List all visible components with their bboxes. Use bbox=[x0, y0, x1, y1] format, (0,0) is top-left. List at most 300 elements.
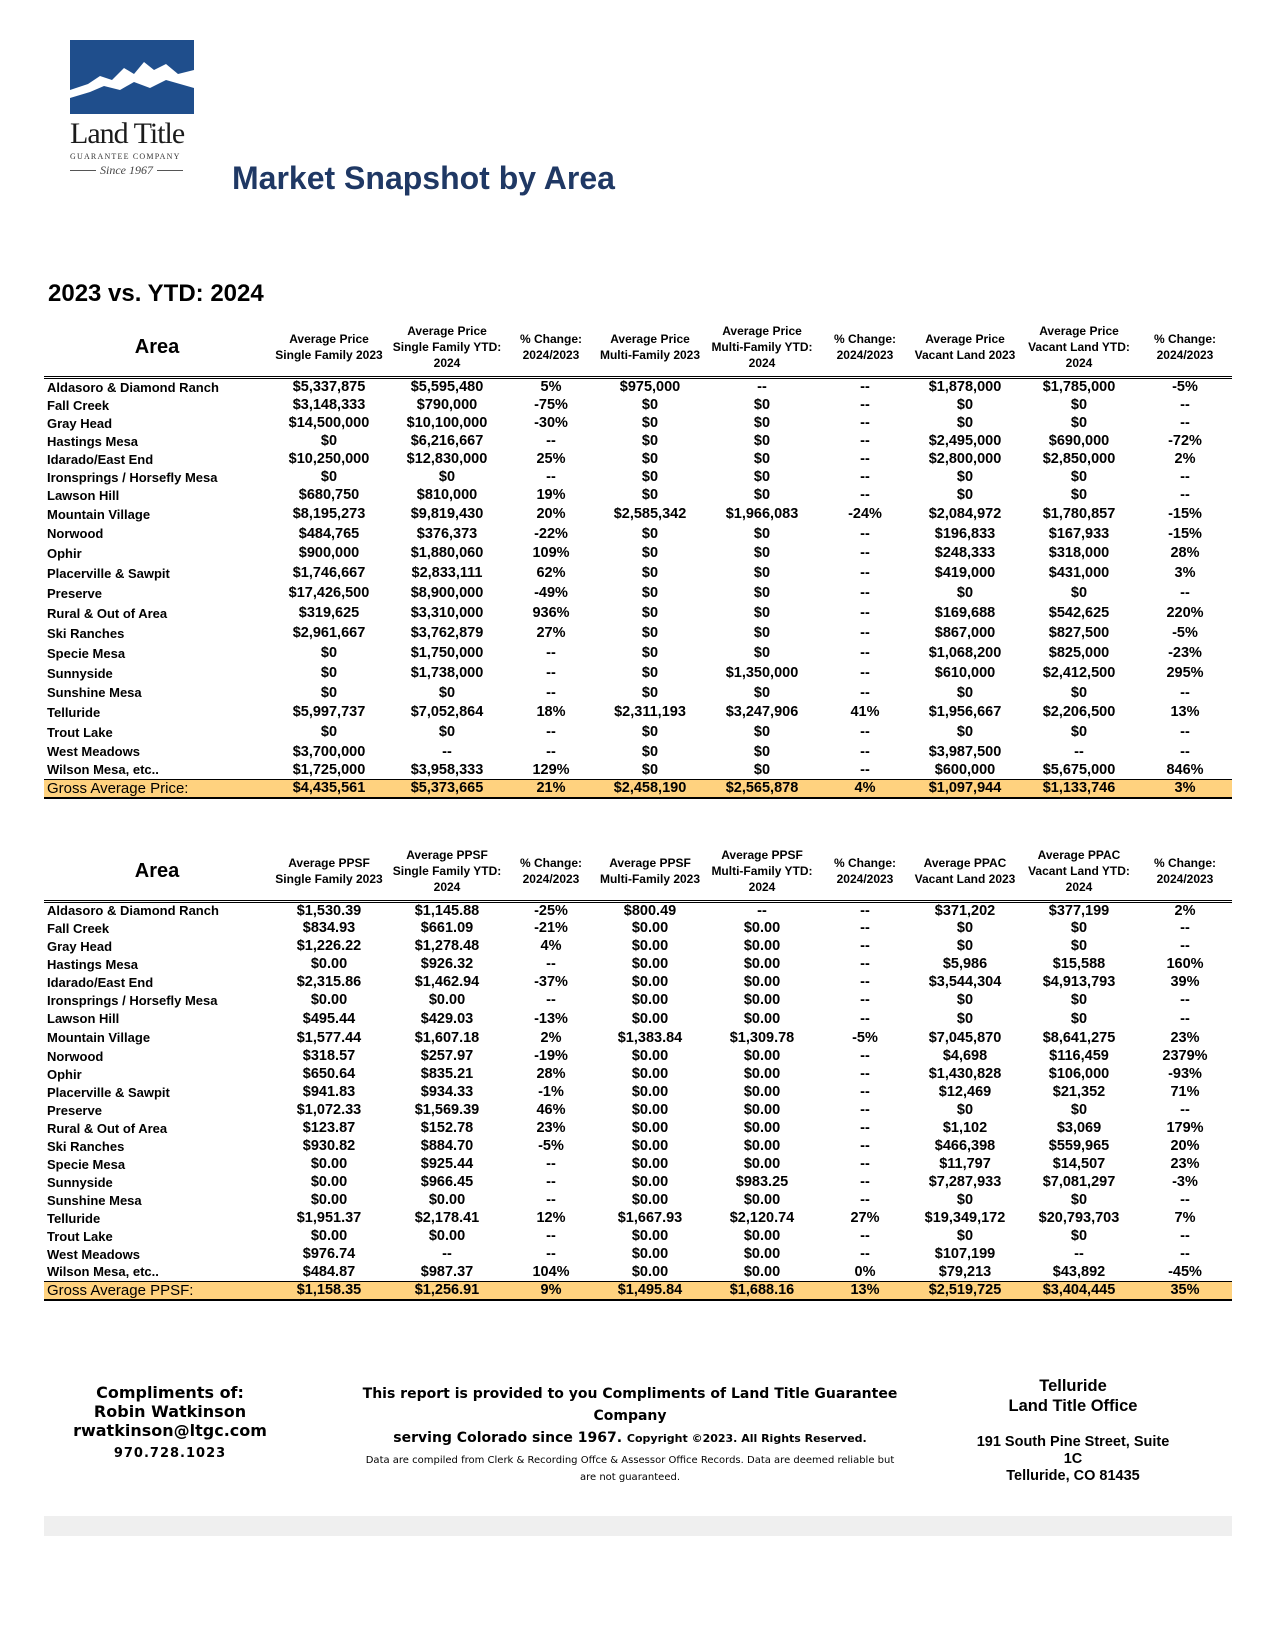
table-cell: 2% bbox=[540, 1029, 562, 1046]
table-cell: 20% bbox=[1170, 1138, 1200, 1154]
table-cell: $2,833,111 bbox=[411, 565, 483, 581]
table-cell: $0 bbox=[1070, 415, 1088, 431]
table-cell: -- bbox=[860, 1138, 870, 1154]
table-cell: $0 bbox=[320, 433, 338, 449]
table-cell: $0.00 bbox=[743, 920, 781, 936]
table-cell: -- bbox=[860, 1066, 870, 1082]
table-cell: $0.00 bbox=[631, 1138, 669, 1154]
table-cell: $0 bbox=[641, 724, 659, 740]
table-cell: $9,819,430 bbox=[410, 506, 484, 522]
table-cell: 23% bbox=[536, 1120, 566, 1136]
table-cell: $0 bbox=[641, 451, 659, 467]
gross-cell: $1,097,944 bbox=[928, 780, 1002, 797]
area-column-header: Area bbox=[134, 336, 180, 359]
table-cell: $0.00 bbox=[743, 1246, 781, 1262]
table-cell: $0 bbox=[753, 684, 771, 701]
table-cell: $17,426,500 bbox=[288, 585, 370, 601]
table-cell: $0 bbox=[753, 625, 771, 641]
table-cell: 2% bbox=[1174, 451, 1196, 467]
table-cell: $0 bbox=[753, 469, 771, 485]
table-cell: -- bbox=[546, 684, 556, 701]
table-row bbox=[44, 1209, 1232, 1227]
table-cell: -3% bbox=[1172, 1174, 1198, 1190]
table-cell: $14,500,000 bbox=[288, 415, 370, 431]
table-cell: $1,530.39 bbox=[296, 902, 362, 919]
table-cell: $0.00 bbox=[743, 1138, 781, 1154]
table-cell: $867,000 bbox=[934, 625, 996, 641]
table-cell: -- bbox=[860, 1120, 870, 1136]
table-cell: $0 bbox=[1070, 397, 1088, 413]
area-name: Fall Creek bbox=[47, 920, 110, 936]
table-cell: $257.97 bbox=[420, 1048, 474, 1064]
area-name: Sunshine Mesa bbox=[47, 1192, 142, 1208]
table-cell: $0.00 bbox=[310, 1228, 348, 1244]
table-cell: $0.00 bbox=[631, 1192, 669, 1208]
table-cell: -- bbox=[1180, 724, 1190, 740]
table-cell: $0.00 bbox=[310, 992, 348, 1008]
column-header: Average PPSF Single Family 2023 bbox=[275, 856, 383, 887]
table-cell: $15,588 bbox=[1052, 956, 1106, 972]
table-cell: -93% bbox=[1168, 1066, 1202, 1082]
table-cell: $0 bbox=[956, 1010, 974, 1027]
table-cell: -- bbox=[860, 487, 870, 503]
table-cell: $0.00 bbox=[310, 1192, 348, 1208]
table-row bbox=[44, 1047, 1232, 1065]
table-cell: $0.00 bbox=[428, 1228, 466, 1244]
table-cell: $0 bbox=[320, 724, 338, 740]
gross-cell: $5,373,665 bbox=[410, 780, 484, 797]
table-cell: $107,199 bbox=[934, 1246, 996, 1262]
table-cell: $0.00 bbox=[631, 956, 669, 972]
table-row bbox=[44, 1083, 1232, 1101]
table-cell: $116,459 bbox=[1049, 1048, 1109, 1064]
table-cell: 62% bbox=[536, 565, 566, 581]
table-cell: -15% bbox=[1168, 506, 1202, 522]
table-cell: 28% bbox=[536, 1066, 566, 1082]
report-period: 2023 vs. YTD: 2024 bbox=[48, 280, 264, 307]
table-cell: -30% bbox=[534, 415, 568, 431]
area-name: Aldasoro & Diamond Ranch bbox=[47, 903, 219, 919]
table-cell: $6,216,667 bbox=[410, 433, 484, 449]
table-cell: 25% bbox=[536, 451, 566, 467]
table-row bbox=[44, 683, 1232, 702]
table-cell: $1,746,667 bbox=[292, 565, 366, 581]
table-row bbox=[44, 1173, 1232, 1191]
table-cell: $0 bbox=[320, 665, 338, 681]
table-cell: $0.00 bbox=[743, 1010, 781, 1027]
table-cell: $0 bbox=[1070, 938, 1088, 954]
table-cell: -24% bbox=[848, 506, 882, 522]
table-cell: $0 bbox=[956, 585, 974, 601]
table-cell: -- bbox=[1180, 992, 1190, 1008]
table-cell: 109% bbox=[532, 545, 570, 561]
table-cell: $835.21 bbox=[420, 1066, 474, 1082]
table-cell: $466,398 bbox=[934, 1138, 996, 1154]
table-cell: 5% bbox=[540, 379, 562, 396]
gross-cell: 9% bbox=[540, 1282, 562, 1299]
gross-cell: 3% bbox=[1174, 780, 1196, 797]
table-cell: -- bbox=[860, 645, 870, 661]
table-row bbox=[44, 1263, 1232, 1281]
table-cell: $934.33 bbox=[420, 1084, 474, 1100]
table-cell: $4,698 bbox=[942, 1048, 988, 1064]
table-cell: -- bbox=[860, 761, 870, 778]
table-cell: $0.00 bbox=[631, 938, 669, 954]
table-cell: -- bbox=[860, 938, 870, 954]
table-cell: $1,278.48 bbox=[414, 938, 480, 954]
table-cell: $0 bbox=[641, 487, 659, 503]
table-cell: $0.00 bbox=[631, 1010, 669, 1027]
table-cell: $3,069 bbox=[1056, 1120, 1102, 1136]
table-cell: $1,956,667 bbox=[928, 704, 1002, 720]
table-cell: $0 bbox=[753, 605, 771, 621]
table-cell: -- bbox=[860, 920, 870, 936]
company-logo bbox=[70, 40, 195, 178]
table-cell: $0.00 bbox=[743, 1084, 781, 1100]
table-cell: $2,412,500 bbox=[1042, 665, 1116, 681]
ppsf-table bbox=[44, 843, 1232, 1301]
table-row bbox=[44, 468, 1232, 486]
table-cell: 23% bbox=[1170, 1029, 1200, 1046]
column-header: % Change: 2024/2023 bbox=[519, 332, 582, 363]
table-cell: $2,315.86 bbox=[296, 974, 362, 990]
table-cell: $941.83 bbox=[302, 1084, 356, 1100]
table-cell: -25% bbox=[534, 902, 568, 919]
table-cell: -- bbox=[1180, 743, 1190, 760]
table-cell: -5% bbox=[1172, 379, 1198, 396]
table-cell: $926.32 bbox=[420, 956, 474, 972]
table-cell: $1,430,828 bbox=[928, 1066, 1002, 1082]
table-cell: $0 bbox=[753, 487, 771, 503]
table-cell: -22% bbox=[534, 525, 568, 542]
table-cell: $0 bbox=[753, 565, 771, 581]
table-cell: $1,569.39 bbox=[414, 1102, 480, 1118]
table-cell: $0.00 bbox=[743, 1156, 781, 1172]
table-cell: -72% bbox=[1168, 433, 1202, 449]
table-cell: $0.00 bbox=[631, 1120, 669, 1136]
table-cell: 4% bbox=[540, 938, 562, 954]
table-row bbox=[44, 603, 1232, 623]
table-cell: $930.82 bbox=[302, 1138, 356, 1154]
table-cell: $5,337,875 bbox=[292, 379, 366, 396]
table-cell: -- bbox=[860, 1048, 870, 1064]
table-cell: -- bbox=[546, 1246, 556, 1262]
table-cell: -- bbox=[1180, 415, 1190, 431]
table-cell: -15% bbox=[1168, 525, 1202, 542]
report-line-2: serving Colorado since 1967. Copyright ©2023. All Rights Reserved. bbox=[393, 1430, 867, 1446]
table-cell: -- bbox=[1074, 743, 1084, 760]
column-header: Average PPSF Multi-Family 2023 bbox=[599, 856, 701, 887]
area-name: Mountain Village bbox=[47, 1030, 151, 1045]
table-row bbox=[44, 1137, 1232, 1155]
table-cell: $0 bbox=[641, 565, 659, 581]
table-row bbox=[44, 623, 1232, 643]
table-cell: $0 bbox=[956, 992, 974, 1008]
column-header: % Change: 2024/2023 bbox=[519, 856, 582, 887]
column-header: Average Price Multi-Family YTD: 2024 bbox=[711, 324, 813, 371]
table-cell: -- bbox=[860, 605, 870, 621]
table-cell: 2% bbox=[1174, 902, 1196, 919]
table-row bbox=[44, 742, 1232, 761]
column-header: Average PPAC Vacant Land 2023 bbox=[914, 856, 1016, 887]
table-cell: $1,951.37 bbox=[296, 1210, 362, 1226]
area-name: Ski Ranches bbox=[47, 1138, 125, 1154]
table-cell: $0 bbox=[641, 415, 659, 431]
area-name: Placerville & Sawpit bbox=[47, 1084, 170, 1100]
table-cell: $106,000 bbox=[1048, 1066, 1110, 1082]
table-cell: $0 bbox=[1070, 1010, 1088, 1027]
table-cell: $2,084,972 bbox=[928, 506, 1002, 522]
logo-tagline: GUARANTEE COMPANY bbox=[70, 152, 181, 161]
column-header: Average Price Single Family 2023 bbox=[275, 332, 383, 363]
gross-cell: 35% bbox=[1170, 1282, 1200, 1299]
page-title: Market Snapshot by Area bbox=[232, 160, 615, 196]
table-cell: -- bbox=[442, 1246, 452, 1262]
table-cell: $0 bbox=[753, 761, 771, 778]
table-cell: 3% bbox=[1174, 565, 1196, 581]
table-cell: $1,072.33 bbox=[296, 1102, 362, 1118]
table-cell: $0 bbox=[956, 724, 974, 740]
table-cell: $559,965 bbox=[1048, 1138, 1110, 1154]
table-cell: -- bbox=[860, 992, 870, 1008]
gross-label: Gross Average Price: bbox=[47, 779, 189, 797]
table-cell: -- bbox=[546, 992, 556, 1008]
table-cell: $14,507 bbox=[1052, 1156, 1106, 1172]
table-cell: -- bbox=[860, 956, 870, 972]
table-cell: -- bbox=[546, 956, 556, 972]
table-cell: $925.44 bbox=[420, 1156, 474, 1172]
table-cell: $8,900,000 bbox=[410, 585, 484, 601]
table-row bbox=[44, 937, 1232, 955]
table-cell: -- bbox=[860, 902, 870, 919]
column-header: Average PPAC Vacant Land YTD: 2024 bbox=[1028, 848, 1130, 895]
table-cell: -- bbox=[546, 469, 556, 485]
column-header: Average Price Vacant Land YTD: 2024 bbox=[1028, 324, 1130, 371]
table-cell: $0 bbox=[438, 724, 456, 740]
area-name: Hastings Mesa bbox=[47, 956, 139, 972]
table-cell: $152.78 bbox=[420, 1120, 474, 1136]
area-name: Idarado/East End bbox=[47, 974, 154, 990]
area-name: Sunshine Mesa bbox=[47, 685, 142, 700]
table-row bbox=[44, 702, 1232, 722]
table-cell: $3,700,000 bbox=[292, 743, 366, 760]
area-name: Aldasoro & Diamond Ranch bbox=[47, 379, 219, 395]
table-cell: $1,462.94 bbox=[414, 974, 480, 990]
table-cell: -- bbox=[546, 645, 556, 661]
table-cell: -- bbox=[860, 1010, 870, 1027]
gross-label: Gross Average PPSF: bbox=[47, 1281, 194, 1299]
table-cell: $0 bbox=[753, 397, 771, 413]
area-name: Fall Creek bbox=[47, 397, 110, 413]
table-cell: $10,250,000 bbox=[288, 451, 370, 467]
table-row bbox=[44, 1191, 1232, 1209]
table-row bbox=[44, 583, 1232, 603]
gross-cell: $1,158.35 bbox=[296, 1282, 362, 1299]
table-cell: $8,195,273 bbox=[292, 506, 366, 522]
table-row bbox=[44, 1155, 1232, 1173]
table-cell: $5,986 bbox=[942, 956, 988, 972]
table-cell: $0 bbox=[753, 645, 771, 661]
table-cell: $2,311,193 bbox=[614, 704, 686, 720]
table-cell: $600,000 bbox=[934, 761, 996, 778]
agent-name: Robin Watkinson bbox=[93, 1402, 247, 1421]
table-cell: 71% bbox=[1170, 1084, 1200, 1100]
table-cell: -- bbox=[860, 625, 870, 641]
area-name: Sunnyside bbox=[47, 665, 113, 681]
table-cell: $12,469 bbox=[938, 1084, 992, 1100]
table-row bbox=[44, 504, 1232, 524]
table-row bbox=[44, 377, 1232, 396]
table-cell: -1% bbox=[538, 1084, 564, 1100]
table-cell: $3,310,000 bbox=[410, 605, 484, 621]
table-cell: $0 bbox=[956, 397, 974, 413]
agent-email[interactable]: rwatkinson@ltgc.com bbox=[73, 1421, 267, 1440]
table-cell: $834.93 bbox=[302, 920, 356, 936]
gross-cell: $1,256.91 bbox=[414, 1282, 480, 1299]
table-cell: $429.03 bbox=[420, 1010, 474, 1027]
disclaimer: Data are compiled from Clerk & Recording Offce & Assessor Office Records. Data are deemed reliable but are not guaranteed. bbox=[365, 1455, 895, 1483]
table-cell: 12% bbox=[536, 1210, 566, 1226]
table-cell: $7,081,297 bbox=[1042, 1174, 1116, 1190]
table-row bbox=[44, 1009, 1232, 1028]
table-row bbox=[44, 563, 1232, 583]
agent-phone: 970.728.1023 bbox=[113, 1446, 227, 1461]
table-cell: $371,202 bbox=[934, 902, 996, 919]
table-cell: -19% bbox=[534, 1048, 568, 1064]
table-cell: -- bbox=[1180, 1010, 1190, 1027]
table-cell: -23% bbox=[1168, 645, 1202, 661]
table-cell: $1,607.18 bbox=[414, 1029, 480, 1046]
table-cell: -- bbox=[860, 1228, 870, 1244]
table-cell: -- bbox=[860, 451, 870, 467]
table-cell: -- bbox=[1180, 920, 1190, 936]
table-cell: $0.00 bbox=[631, 1084, 669, 1100]
table-cell: $2,800,000 bbox=[928, 451, 1002, 467]
table-cell: 179% bbox=[1166, 1120, 1204, 1136]
area-name: Ophir bbox=[47, 1066, 82, 1082]
table-cell: $0 bbox=[956, 684, 974, 701]
table-cell: $983.25 bbox=[735, 1174, 789, 1190]
table-cell: -37% bbox=[534, 974, 568, 990]
table-cell: $542,625 bbox=[1048, 605, 1110, 621]
table-cell: $0 bbox=[641, 645, 659, 661]
table-cell: -- bbox=[442, 743, 452, 760]
table-cell: 41% bbox=[850, 704, 880, 720]
table-cell: $1,226.22 bbox=[296, 938, 362, 954]
area-name: Idarado/East End bbox=[47, 451, 154, 467]
table-cell: $5,595,480 bbox=[410, 379, 484, 396]
table-cell: $10,100,000 bbox=[406, 415, 488, 431]
table-cell: $0 bbox=[1070, 920, 1088, 936]
table-cell: $20,793,703 bbox=[1038, 1210, 1120, 1226]
table-cell: $0 bbox=[1070, 1228, 1088, 1244]
table-cell: -- bbox=[860, 397, 870, 413]
area-name: Gray Head bbox=[47, 415, 113, 431]
gross-cell: $3,404,445 bbox=[1042, 1282, 1116, 1299]
table-cell: $1,577.44 bbox=[296, 1029, 362, 1046]
table-cell: $0 bbox=[641, 397, 659, 413]
table-cell: -- bbox=[1180, 684, 1190, 701]
table-cell: $0 bbox=[641, 665, 659, 681]
area-name: Rural & Out of Area bbox=[47, 1120, 168, 1136]
column-header: % Change: 2024/2023 bbox=[1153, 332, 1216, 363]
compliments-label: Compliments of: bbox=[96, 1383, 244, 1402]
table-cell: $318,000 bbox=[1048, 545, 1110, 561]
table-cell: $0.00 bbox=[743, 1066, 781, 1082]
table-cell: $0.00 bbox=[631, 1066, 669, 1082]
area-name: Hastings Mesa bbox=[47, 433, 139, 449]
table-cell: $167,933 bbox=[1048, 525, 1110, 542]
table-cell: 13% bbox=[1170, 704, 1200, 720]
gross-cell: 21% bbox=[536, 780, 566, 797]
table-cell: 7% bbox=[1174, 1210, 1196, 1226]
gross-cell: 13% bbox=[850, 1282, 880, 1299]
table-cell: -- bbox=[546, 1192, 556, 1208]
table-cell: $1,667.93 bbox=[617, 1210, 683, 1226]
table-cell: $690,000 bbox=[1048, 433, 1110, 449]
table-cell: 220% bbox=[1166, 605, 1204, 621]
logo-since: Since 1967 bbox=[70, 163, 195, 178]
column-header: Average Price Multi-Family 2023 bbox=[599, 332, 701, 363]
area-name: Norwood bbox=[47, 526, 104, 541]
table-cell: $0 bbox=[438, 684, 456, 701]
table-cell: -- bbox=[860, 379, 870, 396]
table-cell: 2379% bbox=[1162, 1048, 1208, 1064]
table-cell: $0.00 bbox=[743, 1048, 781, 1064]
table-cell: 295% bbox=[1166, 665, 1204, 681]
table-cell: 39% bbox=[1170, 974, 1200, 990]
table-cell: -- bbox=[1180, 585, 1190, 601]
area-name: Telluride bbox=[47, 704, 101, 720]
table-cell: $2,178.41 bbox=[414, 1210, 480, 1226]
table-cell: $0 bbox=[641, 585, 659, 601]
table-cell: $0 bbox=[956, 1102, 974, 1118]
table-cell: $0.00 bbox=[631, 1228, 669, 1244]
address-line-1: 191 South Pine Street, Suite 1C bbox=[976, 1434, 1170, 1467]
table-cell: $2,585,342 bbox=[613, 506, 687, 522]
table-cell: $0 bbox=[438, 469, 456, 485]
table-cell: $1,966,083 bbox=[725, 506, 799, 522]
column-header: % Change: 2024/2023 bbox=[833, 856, 896, 887]
table-cell: -- bbox=[1074, 1246, 1084, 1262]
table-cell: $0.00 bbox=[743, 956, 781, 972]
table-cell: $0.00 bbox=[631, 1174, 669, 1190]
table-cell: $248,333 bbox=[934, 545, 996, 561]
table-cell: $376,373 bbox=[416, 525, 478, 542]
table-cell: -- bbox=[860, 1192, 870, 1208]
office-line-2: Land Title Office bbox=[1008, 1397, 1138, 1415]
table-row bbox=[44, 543, 1232, 563]
table-cell: $2,120.74 bbox=[729, 1210, 795, 1226]
table-cell: -- bbox=[860, 469, 870, 485]
area-name: Gray Head bbox=[47, 938, 113, 954]
footer-band bbox=[44, 1516, 1232, 1536]
table-cell: -- bbox=[1180, 1102, 1190, 1118]
column-header: % Change: 2024/2023 bbox=[833, 332, 896, 363]
table-cell: $0 bbox=[641, 743, 659, 760]
table-cell: $0.00 bbox=[631, 1263, 669, 1280]
table-cell: $495.44 bbox=[302, 1010, 356, 1027]
table-cell: $5,675,000 bbox=[1042, 761, 1116, 778]
area-name: Lawson Hill bbox=[47, 487, 120, 503]
table-cell: $0 bbox=[1070, 469, 1088, 485]
table-cell: $800.49 bbox=[623, 902, 677, 919]
table-cell: $975,000 bbox=[619, 379, 681, 396]
table-cell: 27% bbox=[536, 625, 566, 641]
table-cell: $0.00 bbox=[743, 992, 781, 1008]
table-cell: $0 bbox=[641, 625, 659, 641]
area-name: Wilson Mesa, etc.. bbox=[47, 762, 159, 778]
